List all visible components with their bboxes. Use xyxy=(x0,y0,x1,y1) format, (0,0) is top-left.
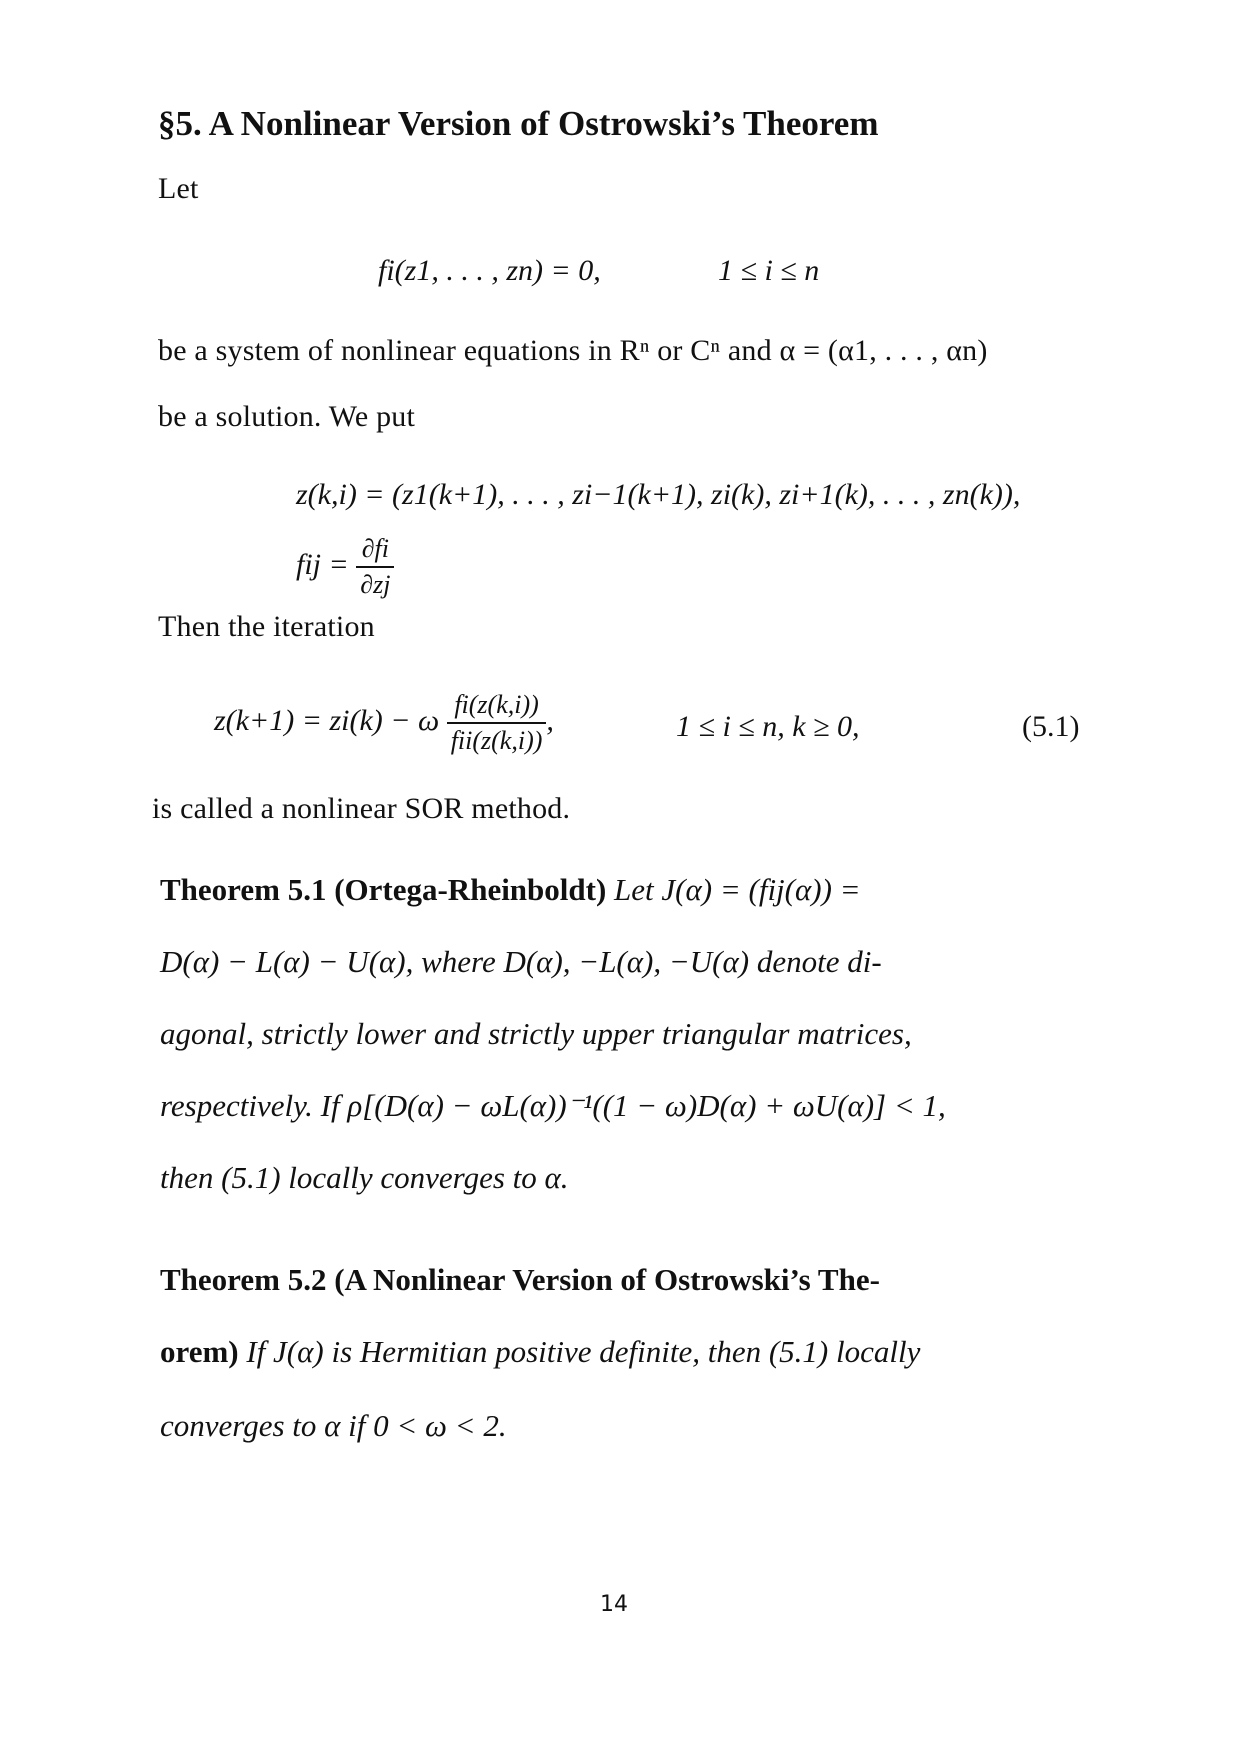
equation-z-definition: z(k,i) = (z1(k+1), . . . , zi−1(k+1), zi(k), zi+1(k), . . . , zn(k)), xyxy=(296,478,1021,511)
paragraph-solution: be a solution. We put xyxy=(158,400,416,433)
theorem-5-1-line-5: then (5.1) locally converges to α. xyxy=(160,1160,569,1195)
paragraph-then: Then the iteration xyxy=(158,610,375,643)
theorem-5-1-line-4: respectively. If ρ[(D(α) − ωL(α))⁻¹((1 − ω)D(α) + ωU(α)] < 1, xyxy=(160,1088,946,1123)
theorem-5-1-line-2: D(α) − L(α) − U(α), where D(α), −L(α), −U(α) denote di- xyxy=(160,944,882,979)
equation-system: fi(z1, . . . , zn) = 0, xyxy=(378,254,601,287)
theorem-5-2-heading: Theorem 5.2 (A Nonlinear Version of Ostrowski’s The- xyxy=(160,1262,880,1297)
equation-fij xyxy=(296,534,394,600)
theorem-5-1-line-3: agonal, strictly lower and strictly upper triangular matrices, xyxy=(160,1016,912,1051)
theorem-5-2-line-3: converges to α if 0 < ω < 2. xyxy=(160,1408,507,1443)
theorem-5-2-line-1 xyxy=(160,1262,880,1298)
equation-iteration: z(k+1) = zi(k) − ω $\frac{fi(z(k,i))}{\text{fii(z(k,i))}}$ , xyxy=(214,690,554,755)
paragraph-system: be a system of nonlinear equations in Rⁿ or Cⁿ and α = (α1, . . . , αn) xyxy=(158,334,988,367)
theorem-5-1-line-1 xyxy=(160,872,861,908)
equation-fij-denominator: ∂zj xyxy=(360,570,391,599)
section-title: §5. A Nonlinear Version of Ostrowski’s Theorem xyxy=(158,104,879,143)
theorem-5-1-heading: Theorem 5.1 (Ortega-Rheinboldt) xyxy=(160,872,607,907)
equation-system-range: 1 ≤ i ≤ n xyxy=(718,254,820,287)
equation-number: (5.1) xyxy=(1022,710,1080,743)
theorem-5-2-heading-cont: orem) xyxy=(160,1334,239,1369)
equation-iteration-fraction xyxy=(447,690,547,756)
equation-iteration-numerator: fi(z(k,i)) xyxy=(447,690,547,724)
theorem-5-2-line-2: orem) If J(α) is Hermitian positive definite, then (5.1) locally xyxy=(160,1334,921,1369)
page-number: 14 xyxy=(600,1592,628,1617)
equation-iteration-lhs: z(k+1) = zi(k) − ω xyxy=(214,703,440,737)
equation-iteration-condition: 1 ≤ i ≤ n, k ≥ 0, xyxy=(676,710,860,743)
equation-iteration-denominator: fii(z(k,i)) xyxy=(450,726,543,755)
theorem-5-1-line-1-rest: Let J(α) = (fij(α)) = xyxy=(614,872,861,907)
equation-fij-numerator: ∂fi xyxy=(356,534,394,568)
paragraph-called: is called a nonlinear SOR method. xyxy=(152,792,571,825)
equation-fij-fraction xyxy=(356,534,394,600)
text-let: Let xyxy=(158,172,199,205)
equation-fij-lhs: fij = xyxy=(296,547,349,581)
